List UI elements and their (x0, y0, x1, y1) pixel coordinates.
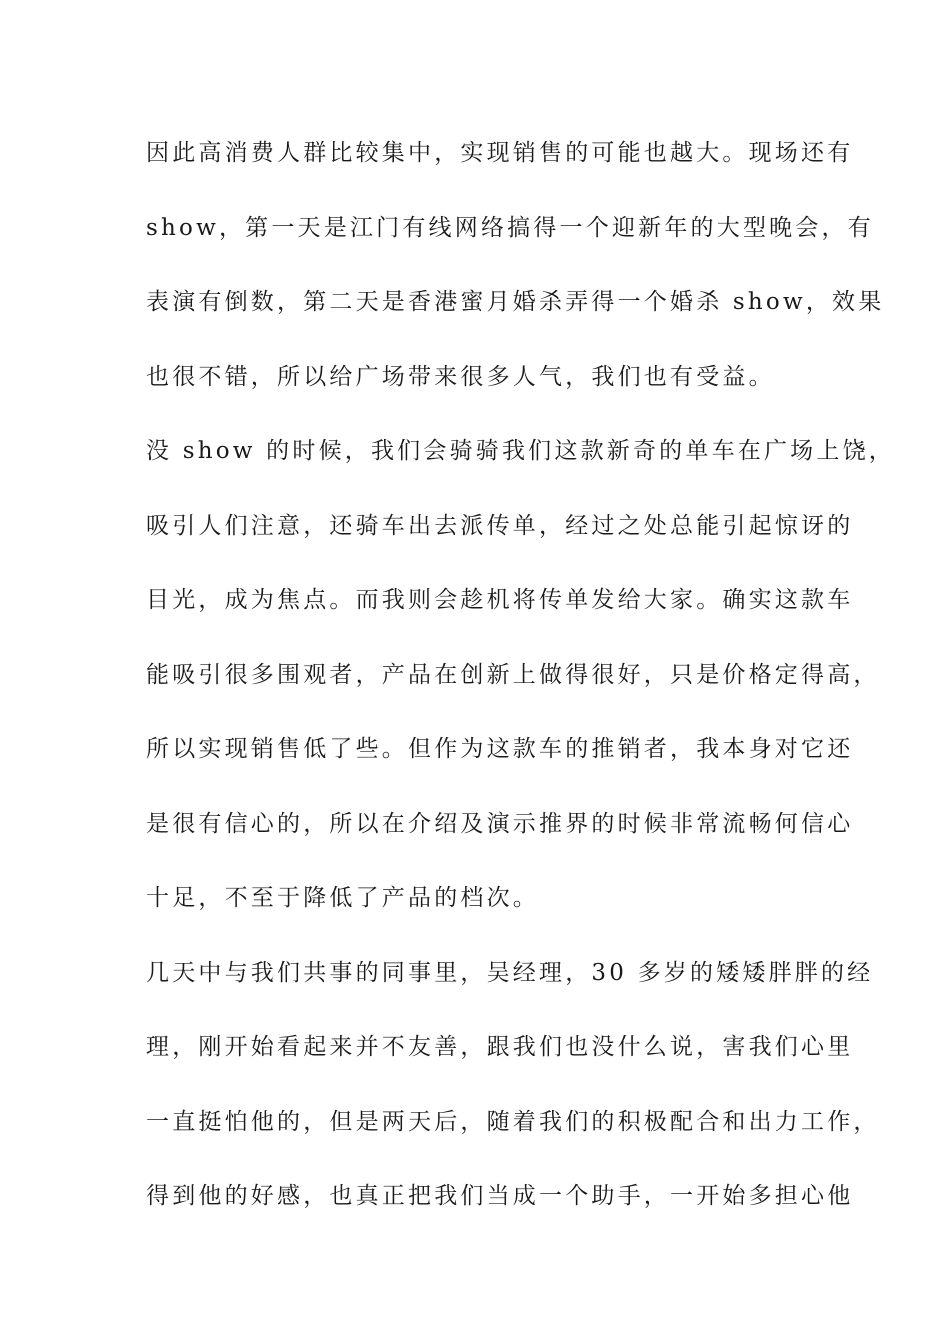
text-line: 因此高消费人群比较集中，实现销售的可能也越大。现场还有 (146, 140, 854, 166)
text-line: 表演有倒数，第二天是香港蜜月婚杀弄得一个婚杀 show，效果 (146, 289, 885, 315)
text-line: 得到他的好感，也真正把我们当成一个助手，一开始多担心他 (146, 1183, 854, 1209)
text-line: 没 show 的时候，我们会骑骑我们这款新奇的单车在广场上饶， (146, 438, 895, 464)
text-line: 几天中与我们共事的同事里，吴经理，30 多岁的矮矮胖胖的经 (146, 960, 874, 986)
text-line: 理，刚开始看起来并不友善，跟我们也没什么说，害我们心里 (146, 1034, 854, 1060)
text-line: 能吸引很多围观者，产品在创新上做得很好，只是价格定得高， (146, 662, 880, 688)
text-line: 一直挺怕他的，但是两天后，随着我们的积极配合和出力工作， (146, 1109, 880, 1135)
text-line: show，第一天是江门有线网络搞得一个迎新年的大型晚会，有 (146, 215, 874, 241)
text-line: 吸引人们注意，还骑车出去派传单，经过之处总能引起惊讶的 (146, 513, 854, 539)
text-line: 目光，成为焦点。而我则会趁机将传单发给大家。确实这款车 (146, 587, 854, 613)
text-line: 所以实现销售低了些。但作为这款车的推销者，我本身对它还 (146, 736, 854, 762)
text-line: 也很不错，所以给广场带来很多人气，我们也有受益。 (146, 364, 775, 390)
text-line: 十足，不至于降低了产品的档次。 (146, 885, 539, 911)
text-line: 是很有信心的，所以在介绍及演示推界的时候非常流畅何信心 (146, 811, 854, 837)
